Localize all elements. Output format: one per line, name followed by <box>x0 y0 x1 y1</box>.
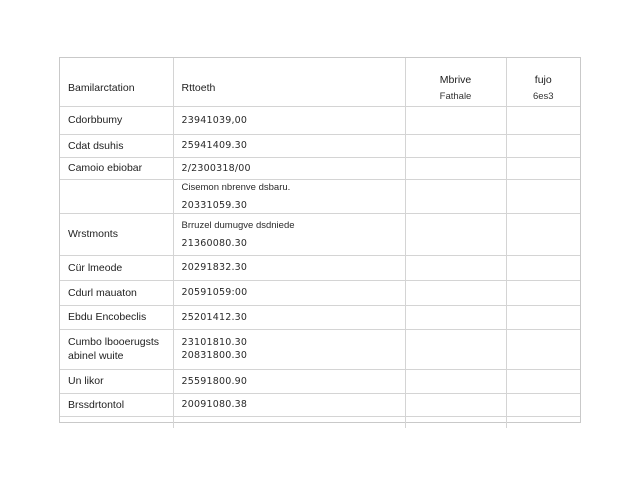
table-row <box>60 157 580 179</box>
empty-cell <box>405 369 506 393</box>
empty-cell <box>506 305 580 329</box>
empty-cell <box>506 329 580 369</box>
row-value: 25201412.30 <box>181 311 248 323</box>
table-row <box>60 255 580 280</box>
table-row <box>60 280 580 305</box>
empty-cell <box>506 213 580 255</box>
empty-cell <box>405 280 506 305</box>
row-value: 20331059.30 <box>181 199 248 211</box>
row-value: 20831800.30 <box>181 350 248 361</box>
empty-cell <box>405 213 506 255</box>
empty-cell <box>405 393 506 416</box>
empty-cell <box>405 179 506 213</box>
row-value: 23941039,00 <box>181 114 248 126</box>
empty-cell <box>506 255 580 280</box>
header-cell-4 <box>506 58 580 106</box>
row-label: Cumbo lbooerugsts <box>68 336 160 348</box>
row-label: Camoio ebiobar <box>68 162 143 174</box>
table-row <box>60 179 580 213</box>
empty-cell <box>405 134 506 157</box>
table-row <box>60 305 580 329</box>
empty-cell <box>173 416 405 428</box>
data-table <box>60 58 580 428</box>
header-label: fujo <box>534 73 552 86</box>
table-row <box>60 393 580 416</box>
header-sublabel: Fathale <box>439 90 472 102</box>
header-sublabel: 6es3 <box>532 90 554 102</box>
header-cell-2 <box>173 58 405 106</box>
row-label: Cdorbbumy <box>68 114 123 126</box>
empty-cell <box>405 305 506 329</box>
empty-cell <box>506 106 580 134</box>
empty-cell <box>405 157 506 179</box>
row-value: 21360080.30 <box>181 237 248 249</box>
row-label: Cdat dsuhis <box>68 139 124 152</box>
table-row <box>60 106 580 134</box>
row-label-line2: abinel wuite <box>68 350 124 362</box>
table-header-row <box>60 58 580 106</box>
row-label: Wrstmonts <box>68 228 118 240</box>
header-cell-3 <box>405 58 506 106</box>
row-value: 25941409.30 <box>181 140 248 151</box>
row-note: Cisemon nbrenve dsbaru. <box>181 181 291 193</box>
empty-cell <box>60 416 173 428</box>
header-label: Bamilarctation <box>68 81 135 94</box>
row-label: Ebdu Encobeclis <box>68 311 147 323</box>
empty-cell <box>405 106 506 134</box>
table-row <box>60 213 580 255</box>
empty-cell <box>506 157 580 179</box>
document-sheet <box>59 57 581 423</box>
table-row <box>60 134 580 157</box>
row-label: Cdurl mauaton <box>68 286 137 299</box>
empty-cell <box>506 179 580 213</box>
row-note: Brruzel dumugve dsdniede <box>181 219 295 231</box>
row-value: 20591059:00 <box>181 287 248 298</box>
row-label: Cür lmeode <box>68 261 123 274</box>
empty-cell <box>506 416 580 428</box>
empty-cell <box>405 255 506 280</box>
row-label: Un likor <box>68 375 104 387</box>
empty-cell <box>506 393 580 416</box>
header-label: Mbrive <box>439 73 472 86</box>
table-row <box>60 416 580 428</box>
row-label: Brssdrtontol <box>68 398 125 411</box>
row-value: 25591800.90 <box>181 375 248 387</box>
header-label: Rttoeth <box>181 81 216 94</box>
row-value: 20091080.38 <box>181 399 248 410</box>
row-value: 23101810.30 <box>181 337 248 348</box>
empty-cell <box>506 280 580 305</box>
empty-cell <box>405 329 506 369</box>
row-value: 20291832.30 <box>181 262 248 273</box>
empty-cell <box>405 416 506 428</box>
empty-cell <box>506 369 580 393</box>
header-cell-1 <box>60 58 173 106</box>
table-row <box>60 329 580 369</box>
table-row <box>60 369 580 393</box>
row-value: 2/2300318/00 <box>181 162 251 174</box>
empty-cell <box>506 134 580 157</box>
